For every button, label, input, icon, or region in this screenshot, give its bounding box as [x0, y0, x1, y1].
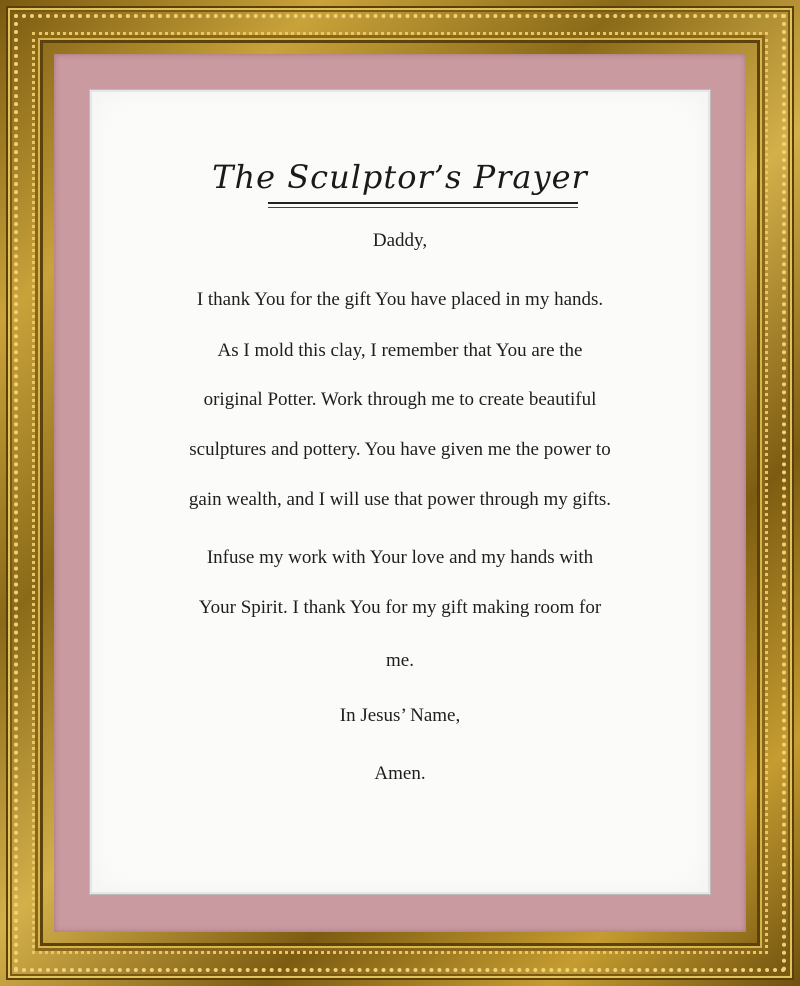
salutation: Daddy,: [372, 230, 428, 251]
prayer-line: I thank You for the gift You have placed in my hands.: [196, 289, 604, 310]
prayer-line: Your Spirit. I thank You for my gift making room for: [198, 597, 602, 618]
prayer-title: The Sculptor’s Prayer: [212, 158, 588, 196]
prayer-line: me.: [386, 650, 414, 671]
prayer-line: original Potter. Work through me to create beautiful: [203, 389, 597, 410]
prayer-line: sculptures and pottery. You have given me the power to: [189, 439, 611, 460]
prayer-line: gain wealth, and I will use that power through my gifts.: [188, 489, 612, 510]
prayer-line: Infuse my work with Your love and my hands with: [206, 547, 594, 568]
amen: Amen.: [374, 763, 426, 784]
closing: In Jesus’ Name,: [339, 705, 461, 726]
title-underline: [268, 202, 578, 204]
prayer-line: As I mold this clay, I remember that You are the: [217, 340, 583, 361]
title-underline-second: [268, 207, 578, 208]
